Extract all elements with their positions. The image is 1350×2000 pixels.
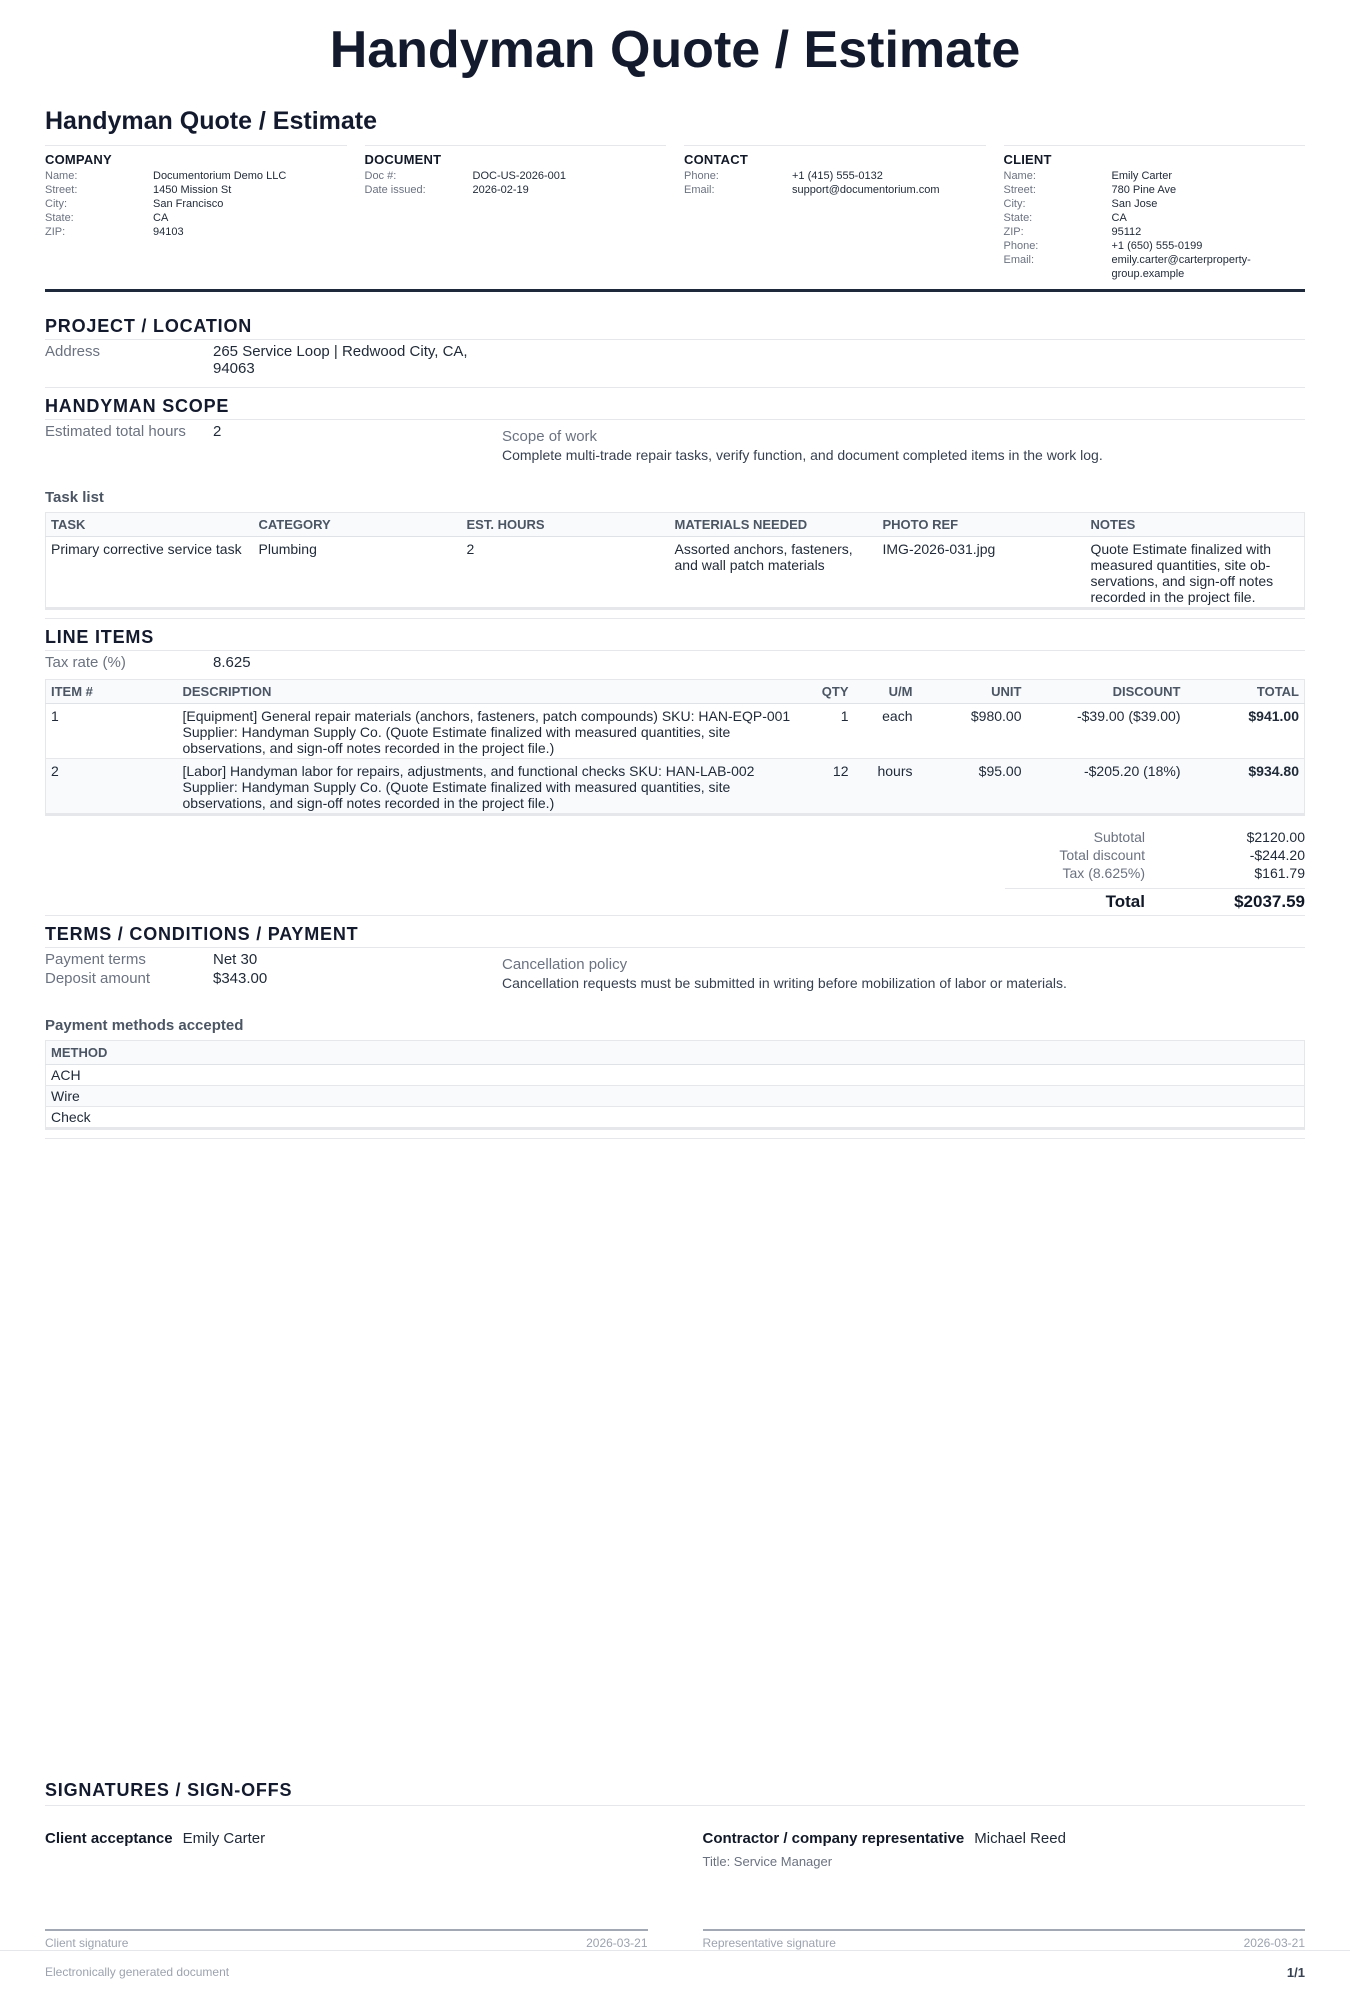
item-description: [Equipment] General repair materials (anchors, fasteners, patch compounds) SKU: HAN-EQP-001 Supplier: Handyman Supply Co. (Quote Estimate finalized with measured quantities, site observations, and sign-off notes recorded in the project file.)	[182, 708, 791, 756]
client-phone-label: Phone:	[1003, 240, 1039, 252]
document-block	[365, 145, 667, 281]
item-unit: $980.00	[970, 708, 1022, 724]
doc-number-label: Doc #:	[364, 170, 397, 182]
total-discount-label: Total discount	[1059, 847, 1145, 863]
task-name: Primary corrective service task	[51, 541, 242, 557]
scope-label: Scope of work	[502, 428, 598, 445]
col-qty: QTY	[804, 680, 854, 704]
subtotal-label: Subtotal	[1093, 829, 1145, 845]
document-subtitle: Handyman Quote / Estimate	[45, 107, 378, 135]
tax-value: $161.79	[1254, 865, 1305, 881]
scope-value: Complete multi-trade repair tasks, verify function, and document completed items in the work log.	[502, 447, 1103, 463]
line-items-header	[46, 680, 1305, 704]
tax-label: Tax (8.625%)	[1062, 865, 1145, 881]
contact-email: support@documentorium.com	[792, 184, 940, 196]
col-photo-ref: PHOTO REF	[878, 513, 1086, 537]
subtotal-value: $2120.00	[1246, 829, 1305, 845]
company-city: San Francisco	[153, 198, 224, 210]
task-photo: IMG-2026-031.jpg	[882, 541, 996, 557]
address-line1: 265 Service Loop | Redwood City, CA,	[213, 343, 468, 360]
item-um: hours	[854, 759, 918, 814]
item-number: 2	[46, 759, 178, 814]
client-state-label: State:	[1003, 212, 1033, 224]
rep-signature-label: Representative signature	[702, 1936, 836, 1950]
rep-acceptance	[703, 1830, 1306, 1869]
rep-label: Contractor / company representative	[702, 1830, 965, 1847]
col-unit: UNIT	[918, 680, 1027, 704]
payment-method: Wire	[46, 1086, 1305, 1107]
task-row	[46, 537, 1305, 608]
hours-value: 2	[213, 423, 222, 440]
payment-method-row	[46, 1086, 1305, 1107]
cancellation-label: Cancellation policy	[502, 956, 628, 973]
date-issued-label: Date issued:	[364, 184, 426, 196]
company-street: 1450 Mission St	[153, 184, 232, 196]
col-description: DESCRIPTION	[178, 680, 804, 704]
hours-label: Estimated total hours	[45, 423, 186, 440]
date-issued: 2026-02-19	[472, 184, 529, 196]
payment-method-row	[46, 1065, 1305, 1086]
project-heading: PROJECT / LOCATION	[45, 316, 1305, 340]
company-street-label: Street:	[45, 184, 78, 196]
header-info-grid	[45, 145, 1305, 281]
grand-total-label: Total	[1105, 892, 1145, 911]
company-zip: 94103	[153, 226, 184, 238]
client-zip: 95112	[1111, 226, 1142, 238]
company-state: CA	[153, 212, 169, 224]
client-signature-label: Client signature	[45, 1936, 129, 1950]
deposit-value: $343.00	[213, 970, 268, 987]
client-heading: CLIENT	[1003, 152, 1052, 167]
client-email-label: Email:	[1003, 254, 1035, 266]
item-qty: 12	[804, 759, 854, 814]
payment-terms-label: Payment terms	[45, 951, 146, 968]
signatures-section	[45, 1780, 1305, 1950]
payment-method-row	[46, 1107, 1305, 1128]
task-hours: 2	[466, 541, 475, 557]
section-divider	[45, 387, 1305, 388]
payment-methods-section	[45, 1017, 1305, 1139]
document-heading: DOCUMENT	[364, 152, 442, 167]
task-category: Plumbing	[258, 541, 317, 557]
contact-email-label: Email:	[684, 184, 715, 196]
address-line2: 94063	[213, 360, 255, 377]
payment-terms-value: Net 30	[213, 951, 258, 968]
document-title: Handyman Quote / Estimate	[329, 21, 1021, 79]
header-divider	[45, 289, 1305, 292]
payment-methods-table	[45, 1040, 1305, 1128]
line-items-heading: LINE ITEMS	[45, 627, 1305, 651]
totals-block	[885, 828, 1305, 911]
total-discount-value: -$244.20	[1249, 847, 1305, 863]
contact-phone: +1 (415) 555-0132	[792, 170, 883, 182]
rep-signature-date: 2026-03-21	[1243, 1936, 1305, 1950]
item-description: [Labor] Handyman labor for repairs, adjustments, and functional checks SKU: HAN-LAB-002 Supplier: Handyman Supply Co. (Quote Estimate finalized with measured quantities, site observations, and sign-off notes recorded in the project file.)	[178, 759, 804, 814]
client-zip-label: ZIP:	[1003, 226, 1024, 238]
company-heading: COMPANY	[45, 152, 112, 167]
client-block	[1004, 145, 1306, 281]
grand-total-value: $2037.59	[1234, 892, 1305, 911]
client-acceptance	[45, 1830, 648, 1869]
item-total: $941.00	[1248, 708, 1299, 724]
client-acceptance-name: Emily Carter	[182, 1830, 266, 1847]
client-phone: +1 (650) 555-0199	[1111, 240, 1203, 252]
section-divider	[45, 915, 1305, 916]
address-label: Address	[45, 343, 101, 360]
task-list-heading: Task list	[45, 489, 104, 506]
line-items-section	[45, 627, 1305, 916]
task-table-header	[46, 513, 1305, 537]
contact-block	[684, 145, 986, 281]
company-block	[45, 145, 347, 281]
section-divider	[45, 1138, 1305, 1139]
section-divider	[45, 618, 1305, 619]
item-unit: $95.00	[918, 759, 1027, 814]
item-um: each	[882, 708, 913, 724]
company-state-label: State:	[45, 212, 74, 224]
col-method: METHOD	[46, 1041, 1305, 1065]
client-city-label: City:	[1003, 198, 1026, 210]
line-items-table	[45, 679, 1305, 814]
col-materials: MATERIALS NEEDED	[670, 513, 878, 537]
doc-number: DOC-US-2026-001	[472, 170, 567, 182]
scope-heading: HANDYMAN SCOPE	[45, 396, 1305, 420]
col-est-hours: EST. HOURS	[462, 513, 670, 537]
tax-rate-value: 8.625	[213, 654, 251, 671]
page-footer	[0, 1950, 1350, 1980]
payment-methods-header	[46, 1041, 1305, 1065]
tax-rate-label: Tax rate (%)	[45, 654, 126, 671]
client-name: Emily Carter	[1111, 170, 1173, 182]
item-total: $934.80	[1186, 759, 1305, 814]
client-city: San Jose	[1111, 198, 1158, 210]
col-um: U/M	[854, 680, 918, 704]
company-name: Documentorium Demo LLC	[153, 170, 287, 182]
rep-title: Title: Service Manager	[702, 1854, 833, 1869]
rep-signature-line[interactable]	[703, 1929, 1306, 1950]
col-notes: NOTES	[1086, 513, 1305, 537]
item-discount: -$205.20 (18%)	[1027, 759, 1186, 814]
col-category: CATEGORY	[254, 513, 462, 537]
client-email: emily.carter@carterproperty-group.example	[1111, 254, 1251, 280]
page-number: 1/1	[1286, 1965, 1305, 1980]
company-city-label: City:	[45, 198, 67, 210]
item-number: 1	[51, 708, 59, 724]
deposit-label: Deposit amount	[45, 970, 151, 987]
line-item-row	[46, 704, 1305, 759]
address-value	[213, 343, 1305, 377]
task-table	[45, 512, 1305, 608]
payment-methods-heading: Payment methods accepted	[45, 1017, 244, 1034]
terms-heading: TERMS / CONDITIONS / PAYMENT	[45, 924, 1305, 948]
rep-name: Michael Reed	[974, 1830, 1066, 1847]
cancellation-value: Cancellation requests must be submitted in writing before mobilization of labor or materials.	[502, 975, 1067, 991]
signatures-heading: SIGNATURES / SIGN-OFFS	[45, 1780, 1305, 1806]
item-qty: 1	[840, 708, 849, 724]
company-name-label: Name:	[45, 170, 78, 182]
task-notes: Quote Estimate finalized with measured quantities, site ob-servations, and sign-off notes recorded in the project file.	[1090, 541, 1274, 605]
contact-phone-label: Phone:	[684, 170, 719, 182]
col-task: TASK	[46, 513, 254, 537]
payment-method: ACH	[51, 1067, 81, 1083]
company-zip-label: ZIP:	[45, 226, 66, 238]
client-signature-date: 2026-03-21	[586, 1936, 648, 1950]
payment-method: Check	[46, 1107, 1305, 1128]
task-materials: Assorted anchors, fasteners, and wall patch materials	[674, 541, 853, 573]
client-street-label: Street:	[1003, 184, 1036, 196]
client-street: 780 Pine Ave	[1111, 184, 1177, 196]
client-name-label: Name:	[1003, 170, 1036, 182]
terms-section	[45, 924, 1305, 991]
client-signature-line[interactable]	[45, 1929, 648, 1950]
col-item-number: ITEM #	[46, 680, 178, 704]
project-section	[45, 316, 1305, 388]
contact-heading: CONTACT	[684, 152, 748, 167]
line-item-row	[46, 759, 1305, 814]
scope-section	[45, 396, 1305, 463]
col-total: TOTAL	[1186, 680, 1305, 704]
col-discount: DISCOUNT	[1027, 680, 1186, 704]
client-acceptance-label: Client acceptance	[45, 1830, 173, 1847]
task-list-section	[45, 489, 1305, 619]
client-state: CA	[1111, 212, 1127, 224]
item-discount: -$39.00 ($39.00)	[1076, 708, 1181, 724]
footer-note: Electronically generated document	[45, 1965, 230, 1979]
